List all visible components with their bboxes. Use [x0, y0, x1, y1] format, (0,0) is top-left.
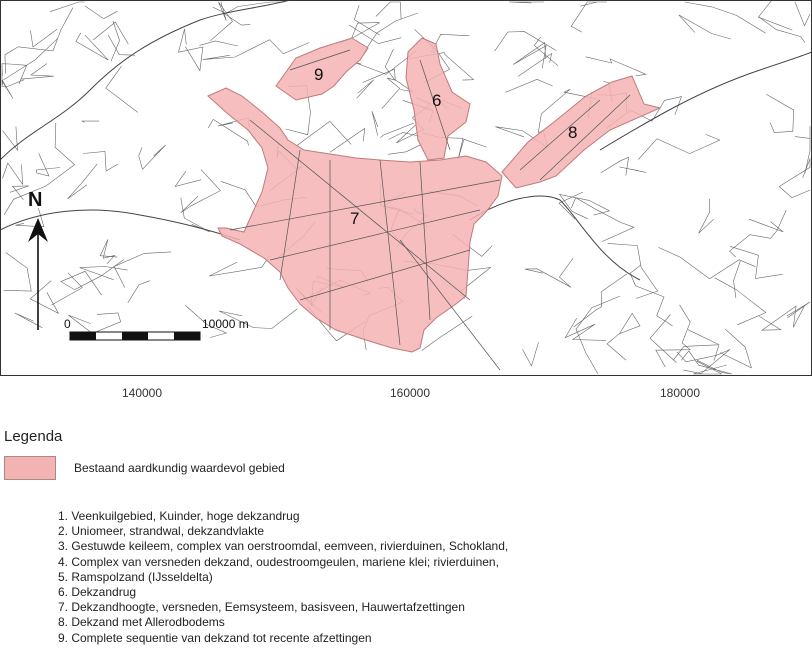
legend-item: 1. Veenkuilgebied, Kuinder, hoge dekzandrug: [58, 509, 300, 523]
scale-bar-end: 10000 m: [202, 317, 249, 331]
scale-bar-start: 0: [64, 317, 71, 331]
legend-unit-list: [58, 509, 508, 646]
legend-item: 4. Complex van versneden dekzand, oudestroomgeulen, mariene klei; rivierduinen,: [58, 554, 499, 569]
legend-title: Legenda: [4, 428, 63, 445]
legend-item: 2. Uniomeer, strandwal, dekzandvlakte: [58, 524, 265, 539]
legend-item: 7. Dekzandhoogte, versneden, Eemsysteem, basisveen, Hauwertafzettingen: [58, 600, 465, 615]
legend-swatch-label: Bestaand aardkundig waardevol gebied: [74, 461, 285, 475]
legend-item: 8. Dekzand met Allerodbodems: [58, 615, 225, 630]
legend-swatch: [4, 456, 56, 480]
north-arrow-label: N: [28, 189, 43, 211]
area-label-8: 8: [568, 123, 578, 142]
area-label-9: 9: [314, 65, 324, 84]
area-label-7: 7: [350, 209, 360, 228]
legend-item: 9. Complete sequentie van dekzand tot recente afzettingen: [58, 630, 372, 645]
legend-item: 5. Ramspolzand (IJsseldelta): [58, 569, 213, 584]
x-tick-160000: 160000: [389, 386, 431, 400]
legend-item: 3. Gestuwde keileem, complex van oerstroomdal, eemveen, rivierduinen, Schokland,: [58, 539, 509, 554]
x-tick-180000: 180000: [659, 386, 701, 400]
area-label-6: 6: [432, 91, 442, 110]
legend-item: 6. Dekzandrug: [58, 585, 137, 600]
x-tick-140000: 140000: [121, 386, 163, 400]
